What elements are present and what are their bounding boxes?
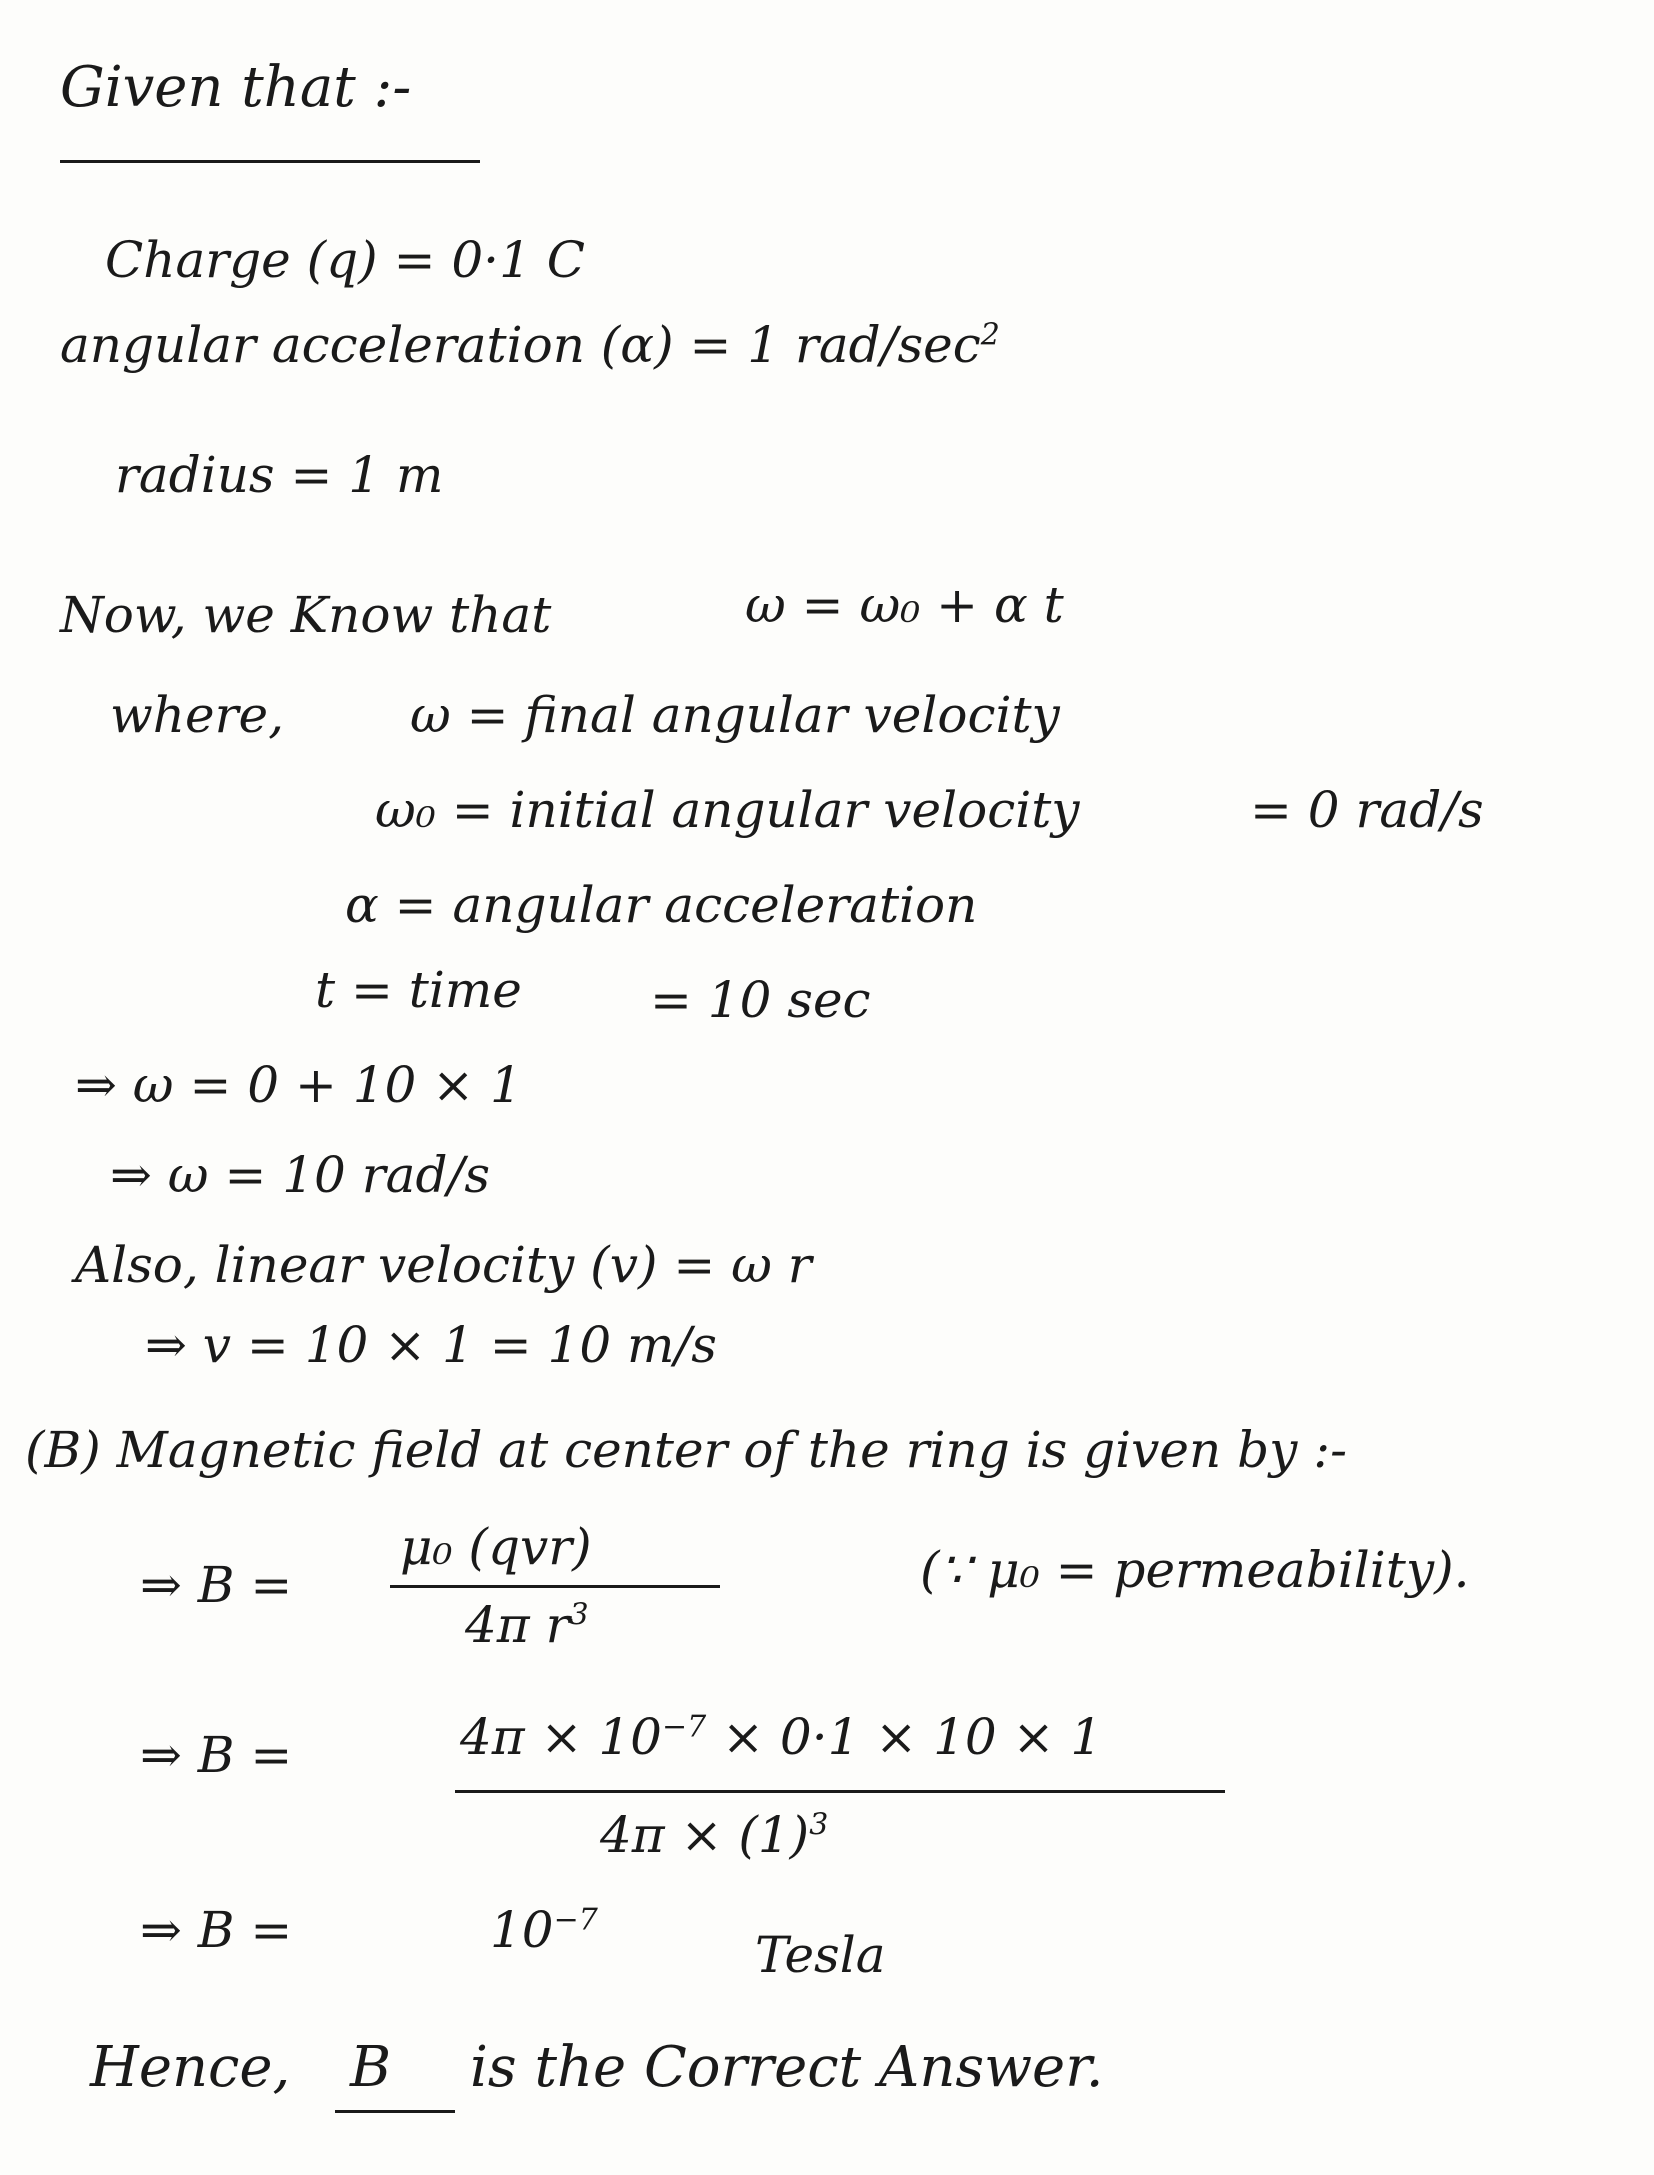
b-substitution-numerator-rest: × 0·1 × 10 × 1 <box>706 1708 1103 1766</box>
b-substitution-numerator-base: 4π × 10 <box>460 1708 662 1766</box>
b-substitution-numerator <box>460 1708 1103 1766</box>
b-result-value <box>490 1901 598 1959</box>
alpha-definition: α = angular acceleration <box>345 876 978 934</box>
t-value: = 10 sec <box>650 971 871 1029</box>
step1-formula: ω = ω₀ + α t <box>745 576 1064 634</box>
conclusion-prefix: Hence, <box>90 2035 291 2100</box>
given-angular-acceleration <box>60 316 1000 374</box>
step1-intro: Now, we Know that <box>60 586 552 644</box>
b-substitution-fraction-bar <box>455 1790 1225 1793</box>
b-formula-denominator-exponent: 3 <box>569 1597 589 1633</box>
permeability-note: (∵ μ₀ = permeability). <box>920 1541 1470 1599</box>
b-substitution-numerator-exponent: −7 <box>661 1709 707 1745</box>
b-formula-fraction-bar <box>390 1585 720 1588</box>
b-formula-denominator-text: 4π r <box>465 1596 570 1654</box>
conclusion-answer: B <box>350 2035 392 2100</box>
b-result-prefix: ⇒ B = <box>140 1901 293 1959</box>
b-result-unit: Tesla <box>755 1926 886 1984</box>
omega-calc-1: ⇒ ω = 0 + 10 × 1 <box>75 1056 522 1114</box>
answer-underline <box>335 2110 455 2113</box>
linear-velocity-calc: ⇒ v = 10 × 1 = 10 m/s <box>145 1316 717 1374</box>
b-result-mantissa: 10 <box>490 1901 554 1959</box>
given-radius: radius = 1 m <box>115 446 444 504</box>
b-substitution-denominator <box>600 1806 829 1864</box>
conclusion-suffix: is the Correct Answer. <box>470 2035 1104 2100</box>
b-formula-prefix: ⇒ B = <box>140 1556 293 1614</box>
b-substitution-prefix: ⇒ B = <box>140 1726 293 1784</box>
angular-acceleration-exponent: 2 <box>980 317 1000 353</box>
given-title: Given that :- <box>60 55 412 120</box>
b-substitution-denominator-exponent: 3 <box>809 1807 829 1843</box>
omega0-definition: ω₀ = initial angular velocity <box>375 781 1080 839</box>
given-charge: Charge (q) = 0·1 C <box>105 231 586 289</box>
omega-calc-2: ⇒ ω = 10 rad/s <box>110 1146 490 1204</box>
b-formula-numerator: μ₀ (qvr) <box>400 1518 592 1576</box>
magnetic-field-heading: (B) Magnetic field at center of the ring is given by :- <box>25 1421 1347 1479</box>
b-substitution-denominator-text: 4π × (1) <box>600 1806 810 1864</box>
title-underline <box>60 160 480 163</box>
b-result-exponent: −7 <box>553 1902 598 1938</box>
angular-acceleration-text: angular acceleration (α) = 1 rad/sec <box>60 316 981 374</box>
linear-velocity-formula: Also, linear velocity (v) = ω r <box>75 1236 812 1294</box>
omega-definition: ω = final angular velocity <box>410 686 1060 744</box>
t-definition: t = time <box>315 961 522 1019</box>
b-formula-denominator <box>465 1596 589 1654</box>
step1-where: where, <box>110 686 284 744</box>
omega0-value: = 0 rad/s <box>1250 781 1484 839</box>
